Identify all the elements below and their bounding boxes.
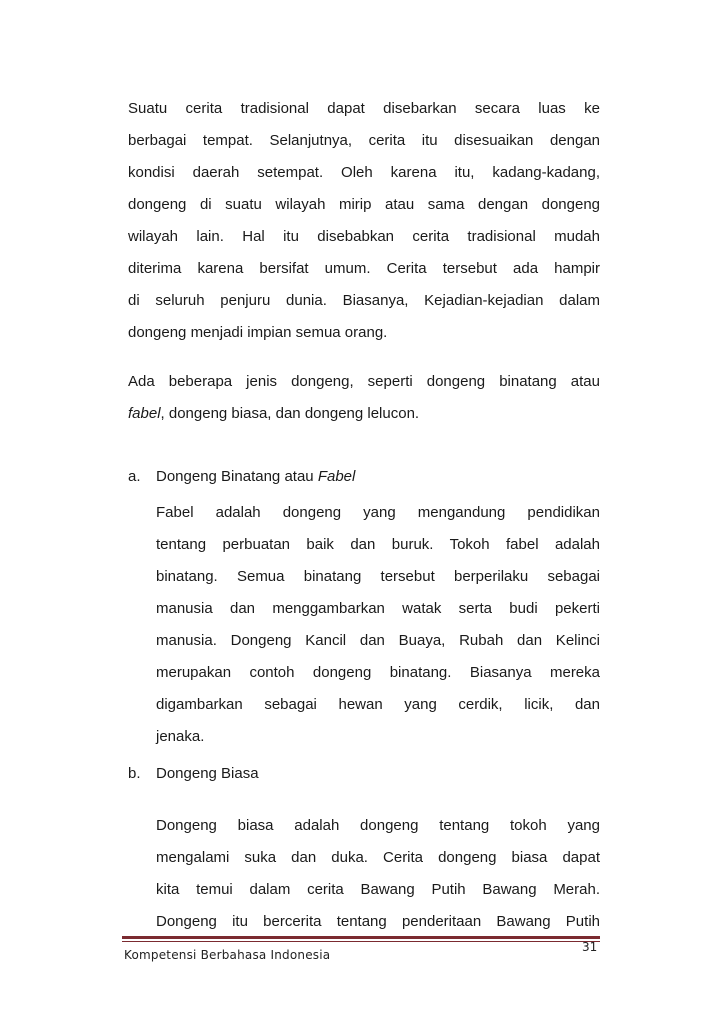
- text-line: [128, 398, 600, 430]
- list-marker: b.: [128, 765, 141, 782]
- page-number: 31: [582, 940, 598, 954]
- text-line: digambarkan sebagai hewan yang cerdik, licik, dan: [156, 696, 600, 713]
- paragraph-intro: [128, 93, 600, 349]
- text-line: manusia. Dongeng Kancil dan Buaya, Rubah dan Kelinci: [156, 632, 600, 649]
- heading-text: Dongeng Binatang atau: [156, 468, 318, 485]
- text-line: mengalami suka dan duka. Cerita dongeng biasa dapat: [156, 849, 600, 866]
- text-line: merupakan contoh dongeng binatang. Biasanya mereka: [156, 664, 600, 681]
- text-line: Dongeng itu bercerita tentang penderitaan Bawang Putih: [156, 913, 600, 930]
- text-line: binatang. Semua binatang tersebut berperilaku sebagai: [156, 568, 600, 585]
- text-line: diterima karena bersifat umum. Cerita tersebut ada hampir: [128, 260, 600, 277]
- text-line: di seluruh penjuru dunia. Biasanya, Kejadian-kejadian dalam: [128, 292, 600, 309]
- footer-rule-thick: [122, 936, 600, 939]
- text-line: tentang perbuatan baik dan buruk. Tokoh fabel adalah: [156, 536, 600, 553]
- footer-book-title: Kompetensi Berbahasa Indonesia: [124, 948, 331, 962]
- section-heading-fabel: [128, 461, 355, 493]
- text-line: dongeng di suatu wilayah mirip atau sama dengan dongeng: [128, 196, 600, 213]
- text-line: Ada beberapa jenis dongeng, seperti dongeng binatang atau: [128, 373, 600, 390]
- text-line: jenaka.: [156, 728, 205, 745]
- text-fragment: , dongeng biasa, dan dongeng lelucon.: [160, 405, 420, 422]
- paragraph-fabel: [156, 497, 600, 753]
- paragraph-dongeng-biasa: [156, 810, 600, 938]
- footer-rule-thin: [122, 941, 600, 942]
- text-line: dongeng menjadi impian semua orang.: [128, 324, 388, 341]
- section-heading-biasa: [128, 758, 259, 790]
- text-line: manusia dan menggambarkan watak serta budi pekerti: [156, 600, 600, 617]
- text-line: Fabel adalah dongeng yang mengandung pendidikan: [156, 504, 600, 521]
- italic-term: fabel: [128, 405, 161, 422]
- heading-text: Dongeng Biasa: [156, 765, 259, 782]
- text-line: berbagai tempat. Selanjutnya, cerita itu disesuaikan dengan: [128, 132, 600, 149]
- paragraph-types: [128, 366, 600, 430]
- list-marker: a.: [128, 468, 141, 485]
- text-line: Suatu cerita tradisional dapat disebarkan secara luas ke: [128, 100, 600, 117]
- text-line: wilayah lain. Hal itu disebabkan cerita tradisional mudah: [128, 228, 600, 245]
- text-line: kita temui dalam cerita Bawang Putih Bawang Merah.: [156, 881, 600, 898]
- text-line: kondisi daerah setempat. Oleh karena itu, kadang-kadang,: [128, 164, 600, 181]
- italic-term: Fabel: [317, 468, 356, 485]
- text-line: Dongeng biasa adalah dongeng tentang tokoh yang: [156, 817, 600, 834]
